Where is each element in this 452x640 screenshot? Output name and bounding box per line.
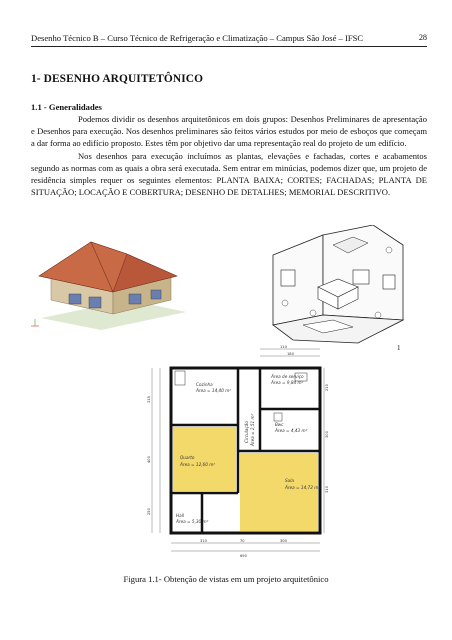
room-label: Cozinha bbox=[196, 382, 213, 387]
room-label: Bwc bbox=[275, 422, 284, 427]
room-label: Circulação bbox=[244, 421, 249, 443]
room-area: Área = 2,51 m² bbox=[250, 413, 255, 446]
dimension-label: 70 bbox=[240, 539, 245, 543]
paragraph: Podemos dividir os desenhos arquitetônicos em dois grupos: Desenhos Preliminares de apresentação e Desenhos para execução. Nos desenhos preliminares são feitos vários estudos por meio de esboços que começam a dar forma ao edifício proposto. Estes têm por objetivo dar uma representação real do projeto de um edifício. bbox=[31, 114, 427, 149]
room-label: Área de serviço bbox=[271, 374, 304, 379]
room-label: Quarto bbox=[180, 455, 195, 460]
room-label: Hall bbox=[176, 513, 185, 518]
room-area: Área = 4,43 m² bbox=[275, 428, 308, 433]
paragraph: Nos desenhos para execução incluímos as plantas, elevações e fachadas, cortes e acabamentos segundo as normas com as quais a obra será executada. Sem entrar em minúcias, podemos dizer que, um projeto de residência simples requer os seguintes elementos: PLANTA BAIXA; CORTES; FACHADAS; PLANTA DE SITUAÇÃO; LOCAÇÃO E COBERTURA; DESENHO DE DETALHES; MEMORIAL DESCRITIVO. bbox=[31, 150, 427, 198]
subsection-title: 1.1 - Generalidades bbox=[31, 102, 102, 112]
body-text bbox=[31, 113, 427, 198]
page-number: 28 bbox=[418, 33, 427, 42]
dimension-label: 300 bbox=[280, 539, 287, 543]
header-title: Desenho Técnico B – Curso Técnico de Refrigeração e Climatização – Campus São José – IFSC bbox=[31, 33, 364, 43]
section-title: 1- DESENHO ARQUITETÔNICO bbox=[31, 73, 204, 85]
dimension-label: 180 bbox=[287, 352, 294, 356]
dimension-label: 110 bbox=[280, 345, 287, 349]
header-rule bbox=[31, 46, 427, 47]
orthographic-views-diagram bbox=[263, 225, 413, 345]
dimension-label: 210 bbox=[325, 384, 329, 391]
dimension-label: 310 bbox=[200, 539, 207, 543]
room-area: Área = 9,84 m² bbox=[271, 380, 304, 385]
floor-plan bbox=[140, 343, 330, 559]
dimension-label: 400 bbox=[147, 456, 151, 463]
room-label: Sala bbox=[285, 478, 294, 483]
dimension-label: 250 bbox=[147, 508, 151, 515]
dimension-label: 690 bbox=[240, 554, 247, 558]
dimension-label: 310 bbox=[325, 486, 329, 493]
room-area: Área = 5,30 m² bbox=[176, 519, 209, 524]
room-area: Área = 14,40 m² bbox=[196, 388, 231, 393]
dimension-label: 315 bbox=[147, 396, 151, 403]
room-area: Área = 14,72 m² bbox=[285, 485, 320, 490]
view-number: 1 bbox=[397, 344, 401, 352]
page-header bbox=[31, 33, 427, 43]
figure-caption: Figura 1.1- Obtenção de vistas em um projeto arquitetônico bbox=[123, 574, 329, 584]
room-area: Área = 12,60 m² bbox=[180, 462, 215, 467]
house-3d-illustration bbox=[31, 240, 186, 330]
dimension-label: 300 bbox=[325, 431, 329, 438]
